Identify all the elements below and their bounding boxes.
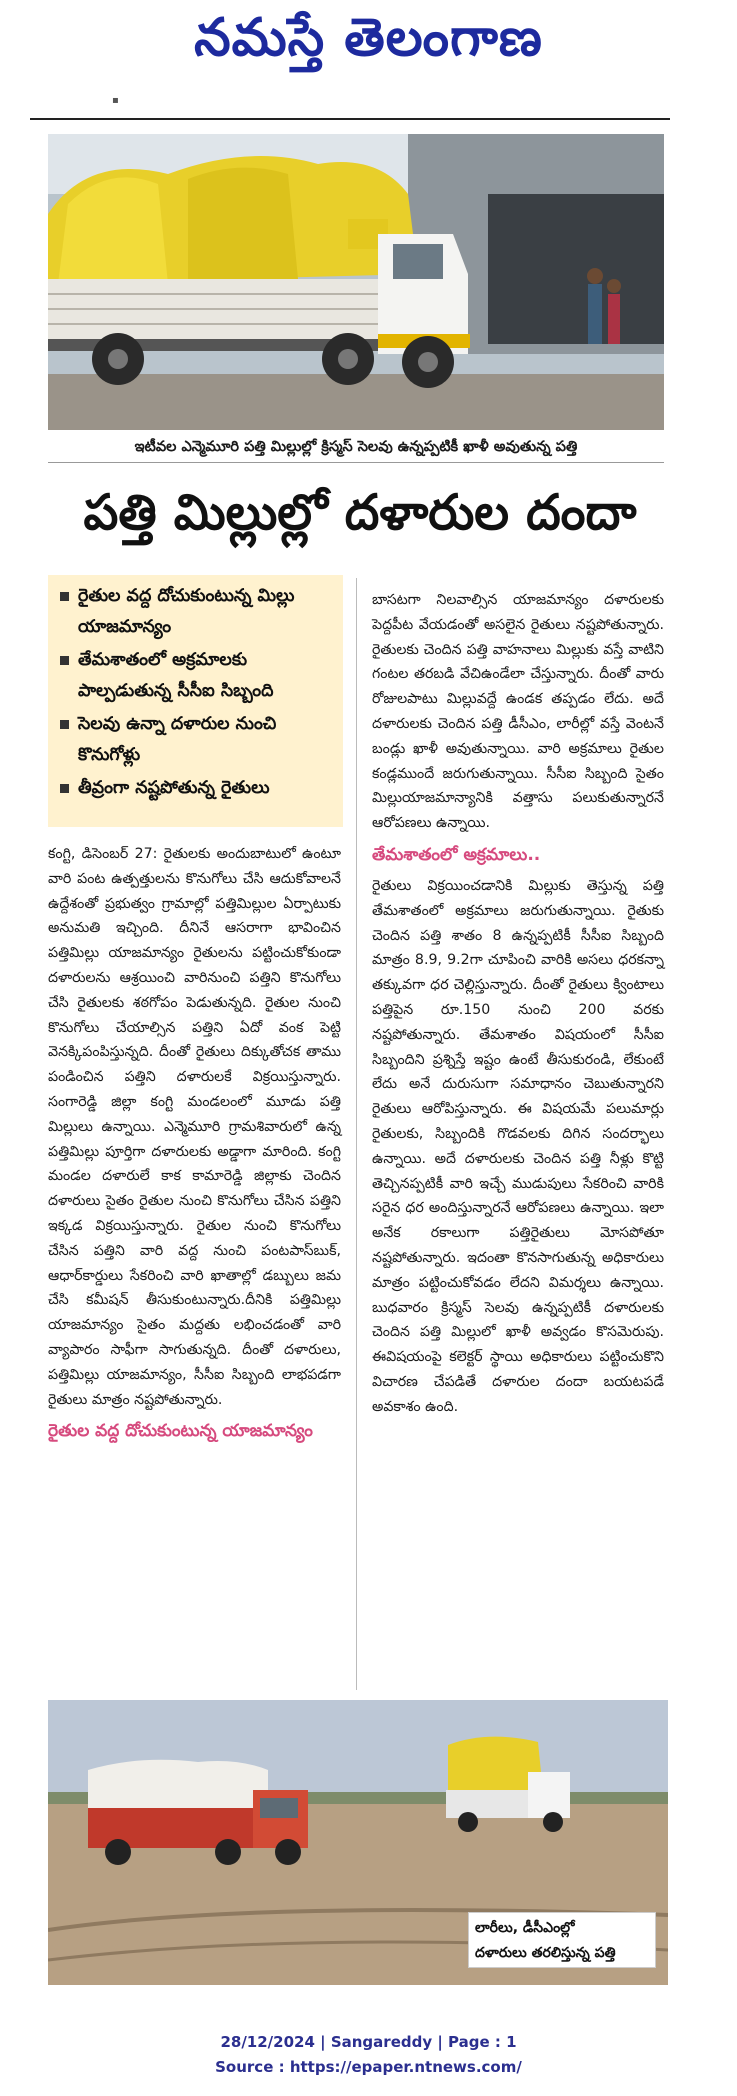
column-divider — [356, 578, 357, 1690]
article-right-column — [372, 588, 664, 1420]
masthead-divider — [30, 118, 670, 120]
article-paragraph: బాసటగా నిలవాల్సిన యాజమాన్యం దళారులకు పెద్దపీట వేయడంతో అసలైన రైతులు నష్టపోతున్నారు. రైతులకు చెందిన పత్తి వాహనాలు మిల్లుకు వస్తే వాటిని గంటల తరబడి వేచిఉండేలా చేస్తున్నారు. దీంతో వారు రోజులపాటు మిల్లువద్దే ఉండక తప్పడం లేదు. అదే దళారులకు చెందిన పత్తి డీసీఎం, లారీల్లో వస్తే వెంటనే బండ్లు ఖాళీ అవుతున్నాయి. వారి అక్రమాలు రైతుల కండ్లముందే జరుగుతున్నాయి. సీసీఐ సిబ్బంది సైతం మిల్లుయాజమాన్యానికి వత్తాసు పలుకుతున్నారనే ఆరోపణలు ఉన్నాయి. — [372, 592, 664, 832]
footer-source-link[interactable]: Source : https://epaper.ntnews.com/ — [215, 2058, 522, 2076]
article-subhead: తేమశాతంలో అక్రమాలు.. — [372, 844, 541, 865]
article-paragraph: కంగ్టి, డిసెంబర్ 27: రైతులకు అందుబాటులో ఉంటూ వారి పంట ఉత్పత్తులను కొనుగోలు చేసి ఆదుకోవాలనే ఉద్దేశంతో ప్రభుత్వం గ్రామాల్లో పత్తిమిల్లుల ఏర్పాటుకు అనుమతి ఇచ్చింది. దీనినే ఆసరాగా భావించిన పత్తిమిల్లు యాజమాన్యం రైతులను పట్టించుకోకుండా దళారులను ఆశ్రయించి వారినుంచి పత్తిని కొనుగోలు చేసి రైతులకు శఠగోపం పెడుతున్నది. రైతుల నుంచి కొనుగోలు చేయాల్సిన పత్తిని ఏదో వంక పెట్టి వెనక్కిపంపిస్తున్నది. దీంతో రైతులు దిక్కుతోచక తాము పండించిన పత్తిని దళారులకే విక్రయిస్తున్నారు. సంగారెడ్డి జిల్లా కంగ్టి మండలంలో మూడు పత్తి మిల్లులు ఉన్నాయి. ఎన్మెమూరి గ్రామశివారులో ఉన్న పత్తిమిల్లు పూర్తిగా దళారులకు అడ్డాగా మారింది. కంగ్టి మండల దళారులే కాక కామారెడ్డి జిల్లాకు చెందిన దళారులు సైతం రైతుల నుంచి కొనుగోలు చేసిన పత్తిని ఇక్కడ విక్రయిస్తున్నారు. రైతుల నుంచి కొనుగోలు చేసిన పత్తిని వారి వద్ద నుంచి పంటపాస్‌బుక్, ఆధార్‌కార్డులు సేకరించి వారి ఖాతాల్లో డబ్బులు జమ చేసి కమీషన్ తీసుకుంటున్నారు.దీనికి పత్తిమిల్లు యాజమాన్యం సైతం మద్దతు లభించడంతో వారి వ్యాపారం సాఫీగా సాగుతున్నది. దీంతో దళారులు, పత్తిమిల్లు యాజమాన్యం, సీసీఐ సిబ్బంది లాభపడగా రైతులు మాత్రం నష్టపోతున్నారు. — [48, 846, 341, 1408]
bullet-square-icon — [60, 784, 69, 793]
bottom-photo-caption — [468, 1912, 656, 1968]
bullet-square-icon — [60, 592, 69, 601]
highlight-item: తీవ్రంగా నష్టపోతున్న రైతులు — [60, 773, 338, 804]
article-headline: పత్తి మిల్లుల్లో దళారుల దందా — [83, 484, 637, 541]
bullet-square-icon — [60, 720, 69, 729]
article-subhead: రైతుల వద్ద దోచుకుంటున్న యాజమాన్యం — [48, 1421, 313, 1442]
highlight-item: తేమశాతంలో అక్రమాలకు పాల్పడుతున్న సీసీఐ సిబ్బంది — [60, 645, 338, 707]
masthead — [0, 0, 737, 80]
bottom-caption-line: లారీలు, డీసీఎంల్లో — [475, 1920, 575, 1936]
newspaper-logo-title: నమస్తే తెలంగాణ — [194, 8, 543, 68]
footer-date-edition: 28/12/2024 | Sangareddy | Page : 1 — [220, 2033, 517, 2051]
masthead-mark: ▪ — [112, 95, 119, 106]
article-paragraph: రైతులు విక్రయించడానికి మిల్లుకు తెస్తున్న పత్తి తేమశాతంలో అక్రమాలు జరుగుతున్నాయి. రైతుకు చెందిన పత్తి శాతం 8 ఉన్నప్పటికీ సీసీఐ సిబ్బంది మాత్రం 8.9, 9.2గా చూపించి వారికి అసలు ధరకన్నా తక్కువగా ధర చెల్లిస్తున్నారు. దీంతో రైతులు క్వింటాలు పత్తిపైన రూ.150 నుంచి 200 వరకు నష్టపోతున్నారు. తేమశాతం విషయంలో సీసీఐ సిబ్బందిని ప్రశ్నిస్తే ఇష్టం ఉంటే తీసుకురండి, లేకుంటే లేదు అనే దురుసుగా సమాధానం చెబుతున్నారని రైతులు ఆరోపిస్తున్నారు. ఈ విషయమే పలుమార్లు రైతులకు, సిబ్బందికి గొడవలకు దిగిన సందర్భాలు ఉన్నాయి. అదే దళారులకు చెందిన పత్తి నీళ్లు కొట్టి తెచ్చినప్పటికీ వారి ఇచ్చే ముడుపులు సేకరించి వారికి సరైన ధర అందిస్తున్నారనే ఆరోపణలు ఉన్నాయి. ఇలా అనేక రకాలుగా పత్తిరైతులు మోసపోతూ నష్టపోతున్నారు. ఇదంతా కొనసాగుతున్న అధికారులు మాత్రం పట్టించుకోవడం లేదని విమర్శలు ఉన్నాయి. బుధవారం క్రిస్మస్ సెలవు ఉన్నప్పటికీ దళారులకు చెందిన పత్తి మిల్లులో ఖాళీ అవ్వడం కొసమెరుపు. ఈవిషయంపై కలెక్టర్ స్థాయి అధికారులు పట్టించుకొని విచారణ చేపడితే దళారుల దందా బయటపడే అవకాశం ఉంది. — [372, 877, 664, 1415]
top-photo-caption: ఇటీవల ఎన్మెమూరి పత్తి మిల్లుల్లో క్రిస్మస్ సెలవు ఉన్నప్పటికీ ఖాళీ అవుతున్న పత్తి — [48, 432, 664, 463]
cotton-truck-photo — [48, 134, 664, 430]
article-left-column — [48, 842, 341, 1450]
highlights-box — [48, 575, 343, 827]
bottom-caption-line: దళారులు తరలిస్తున్న పత్తి — [475, 1945, 616, 1961]
highlight-item: సెలవు ఉన్నా దళారుల నుంచి కొనుగోళ్లు — [60, 709, 338, 771]
highlight-item: రైతుల వద్ద దోచుకుంటున్న మిల్లు యాజమాన్యం — [60, 581, 338, 643]
bullet-square-icon — [60, 656, 69, 665]
